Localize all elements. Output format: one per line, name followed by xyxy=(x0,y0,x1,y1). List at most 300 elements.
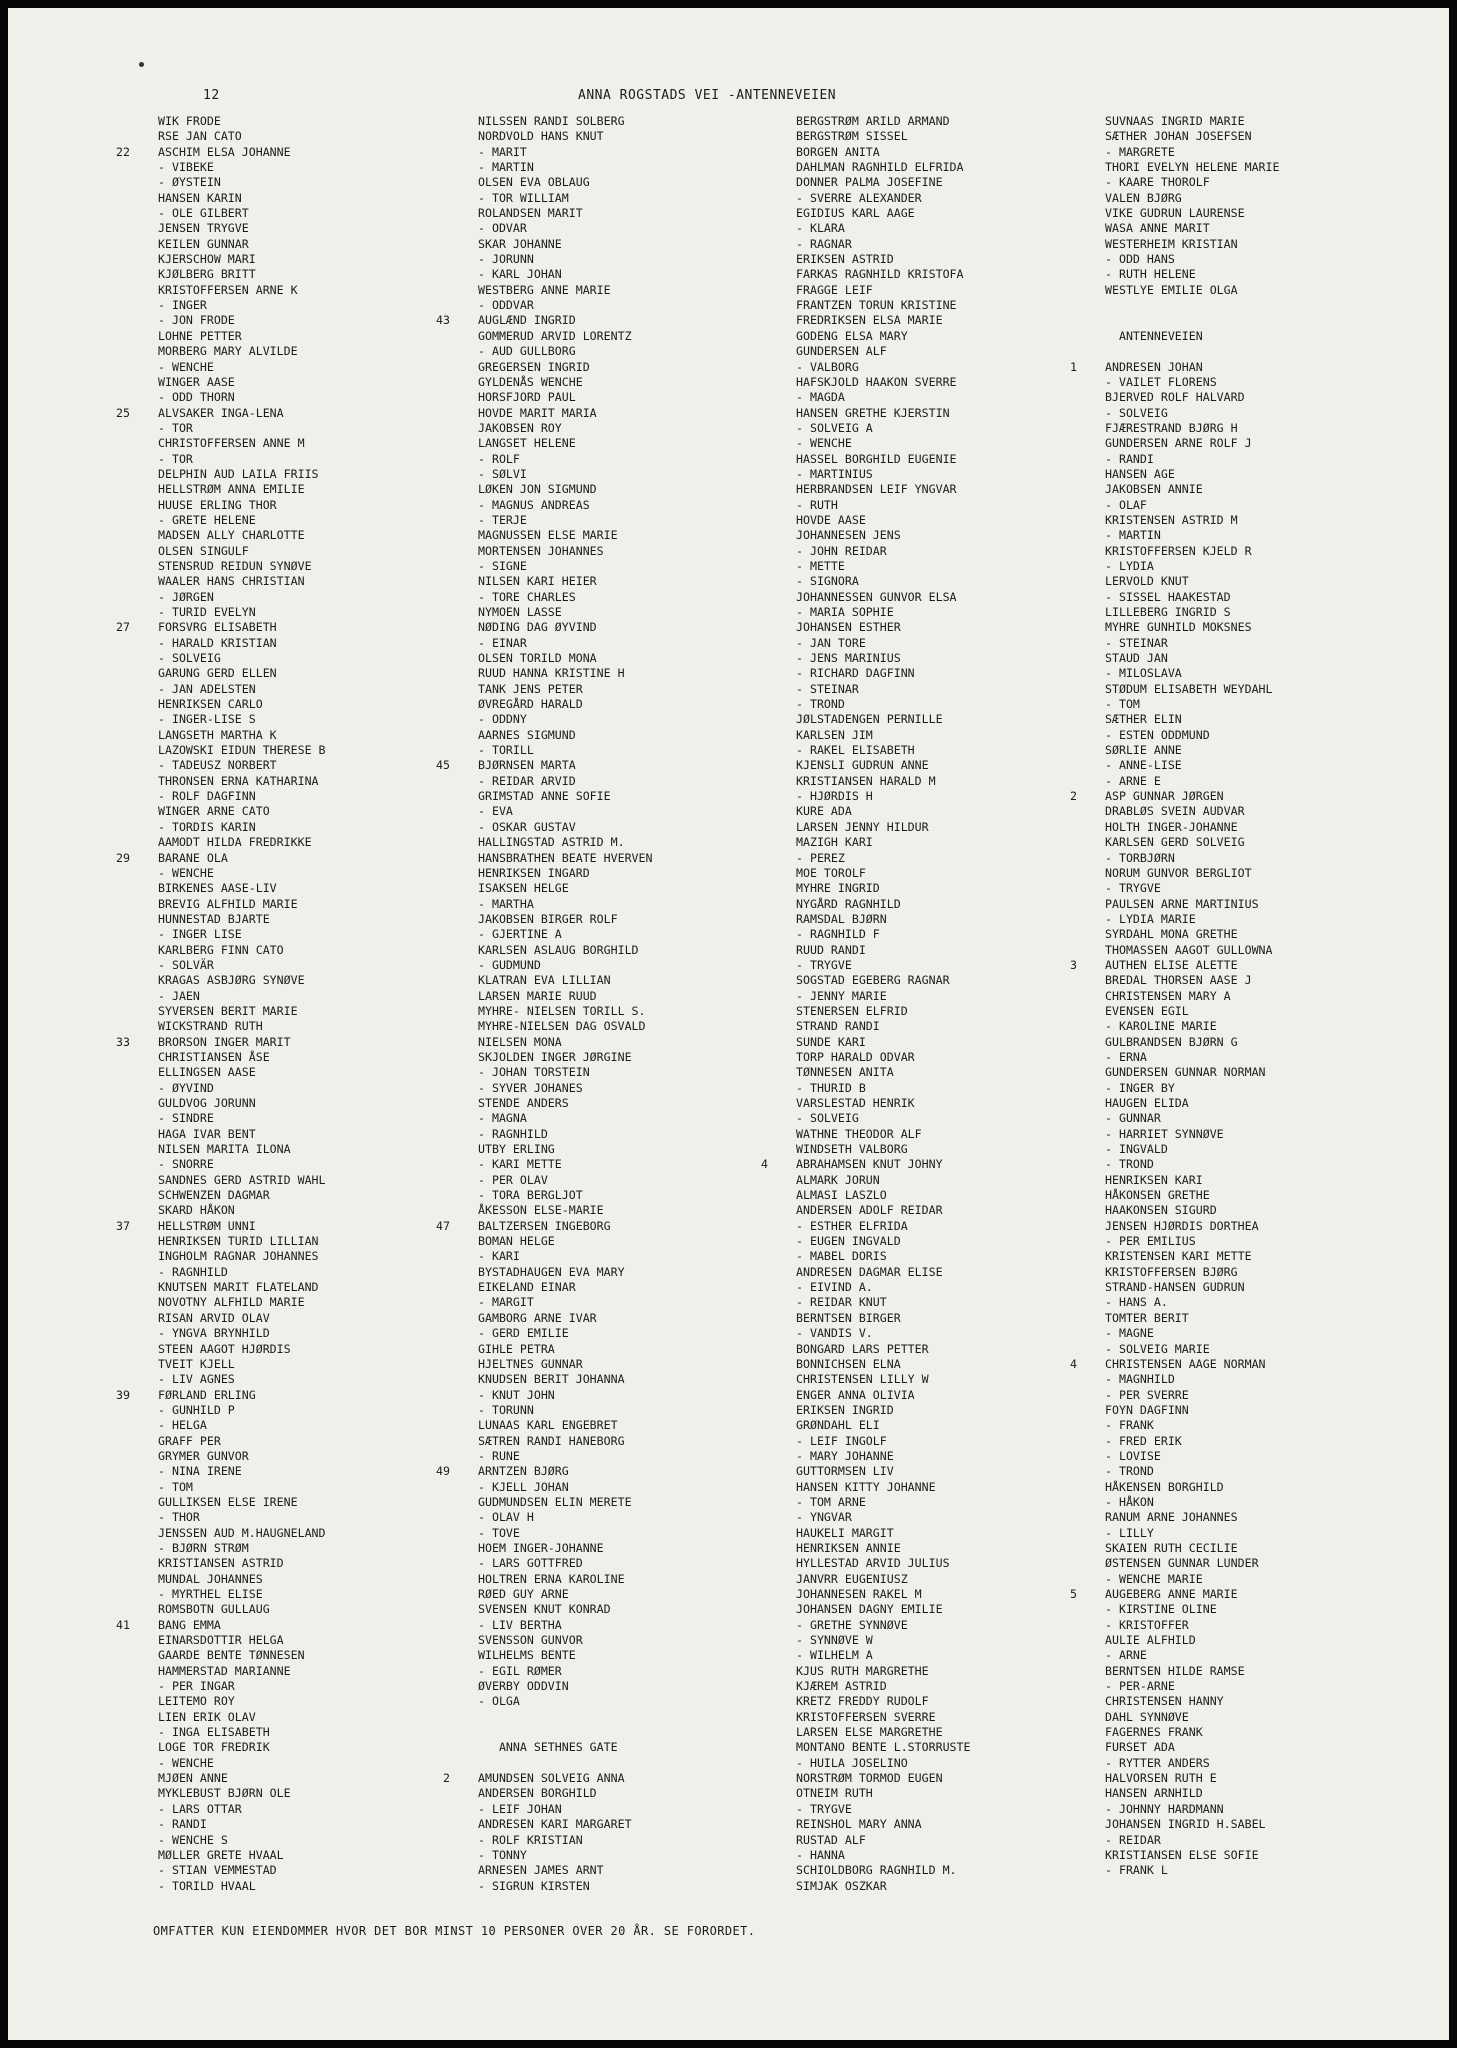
resident-name: - SOLVEIG MARIE xyxy=(1105,1341,1210,1356)
resident-name: BJØRNSEN MARTA xyxy=(478,758,576,773)
resident-name: - MARGRETE xyxy=(1105,144,1175,159)
resident-name: - REIDAR KNUT xyxy=(796,1295,887,1310)
resident-name: JOHANSEN ESTHER xyxy=(796,620,901,635)
resident-name: - LEIF JOHAN xyxy=(478,1801,562,1816)
resident-name: ANDERSEN BORGHILD xyxy=(478,1786,597,1801)
resident-name: - MAGNHILD xyxy=(1105,1372,1175,1387)
resident-name: - TORILL xyxy=(478,743,534,758)
resident-name: RØED GUY ARNE xyxy=(478,1587,569,1601)
resident-name: - VIBEKE xyxy=(158,160,214,175)
resident-name: JAKOBSEN ROY xyxy=(478,420,562,435)
resident-name: GOMMERUD ARVID LORENTZ xyxy=(478,328,632,343)
resident-name: - SOLVEIG A xyxy=(796,420,873,435)
resident-name: - HANNA xyxy=(796,1847,845,1862)
resident-name: GUNDERSEN GUNNAR NORMAN xyxy=(1105,1065,1266,1080)
resident-name: HJELTNES GUNNAR xyxy=(478,1356,583,1371)
resident-name: - ERNA xyxy=(1105,1049,1147,1064)
resident-name: LARSEN JENNY HILDUR xyxy=(796,819,929,834)
resident-name: - THOR xyxy=(158,1510,200,1525)
resident-name: UTBY ERLING xyxy=(478,1142,555,1157)
resident-name: STENSRUD REIDUN SYNØVE xyxy=(158,558,312,573)
resident-name: BREDAL THORSEN AASE J xyxy=(1105,973,1252,988)
resident-name: FRANTZEN TORUN KRISTINE xyxy=(796,298,957,313)
resident-name: - TROND xyxy=(796,697,845,712)
house-number: 1 xyxy=(1070,359,1077,374)
resident-name: - TRYGVE xyxy=(796,957,852,972)
resident-name: - YNGVAR xyxy=(796,1510,852,1525)
resident-name: - ROLF KRISTIAN xyxy=(478,1832,583,1847)
resident-name: SIMJAK OSZKAR xyxy=(796,1878,887,1893)
resident-name: GAMBORG ARNE IVAR xyxy=(478,1310,597,1325)
resident-name: MADSEN ALLY CHARLOTTE xyxy=(158,528,305,543)
resident-name: - EVA xyxy=(478,804,513,819)
resident-name: - LIV AGNES xyxy=(158,1372,235,1387)
resident-name: HAUKELI MARGIT xyxy=(796,1525,894,1540)
document-page xyxy=(8,8,1449,2040)
resident-name: AUGLÆND INGRID xyxy=(478,313,576,328)
house-number: 4 xyxy=(761,1157,768,1172)
resident-name: SUVNAAS INGRID MARIE xyxy=(1105,114,1245,128)
resident-name: SANDNES GERD ASTRID WAHL xyxy=(158,1172,326,1187)
resident-name: WICKSTRAND RUTH xyxy=(158,1019,263,1034)
resident-name: HALVORSEN RUTH E xyxy=(1105,1771,1217,1786)
resident-name: JOHANSEN INGRID H.SABEL xyxy=(1105,1817,1266,1832)
resident-name: BORGEN ANITA xyxy=(796,144,880,159)
resident-name: - JAN ADELSTEN xyxy=(158,681,256,696)
house-number: 2 xyxy=(1070,789,1077,804)
resident-name: - JØRGEN xyxy=(158,589,214,604)
resident-name: EIKELAND EINAR xyxy=(478,1280,576,1295)
resident-name: - LIV BERTHA xyxy=(478,1617,562,1632)
resident-name: - SIGNE xyxy=(478,558,527,573)
resident-name: WATHNE THEODOR ALF xyxy=(796,1126,922,1141)
resident-name: WAALER HANS CHRISTIAN xyxy=(158,574,305,589)
resident-name: - KAARE THOROLF xyxy=(1105,175,1210,190)
house-number: 41 xyxy=(116,1617,130,1632)
resident-name: EGIDIUS KARL AAGE xyxy=(796,206,915,221)
resident-name: - INGVALD xyxy=(1105,1142,1168,1157)
resident-name: HAFSKJOLD HAAKON SVERRE xyxy=(796,374,957,389)
resident-name: HAMMERSTAD MARIANNE xyxy=(158,1663,291,1678)
resident-name: GULDVOG JORUNN xyxy=(158,1096,256,1110)
resident-name: CHRISTENSEN AAGE NORMAN xyxy=(1105,1356,1266,1371)
resident-name: - RAGNAR xyxy=(796,236,852,251)
resident-name: MOE TOROLF xyxy=(796,865,866,880)
house-number: 3 xyxy=(1070,957,1077,972)
resident-name: HORSFJORD PAUL xyxy=(478,390,576,405)
resident-name: - WENCHE xyxy=(158,865,214,880)
resident-name: ANDRESEN DAGMAR ELISE xyxy=(796,1264,943,1279)
resident-name: - TORA BERGLJOT xyxy=(478,1188,583,1203)
resident-name: - INGER-LISE S xyxy=(158,712,256,727)
resident-name: ØVERBY ODDVIN xyxy=(478,1679,569,1694)
house-number: 47 xyxy=(436,1218,450,1233)
resident-name: GUTTORMSEN LIV xyxy=(796,1464,894,1479)
resident-name: MAGNUSSEN ELSE MARIE xyxy=(478,528,618,543)
resident-name: - SØLVI xyxy=(478,466,527,481)
resident-name: BRORSON INGER MARIT xyxy=(158,1034,291,1049)
resident-name: - RUTH HELENE xyxy=(1105,267,1196,282)
resident-name: - WENCHE xyxy=(158,359,214,374)
resident-name: - RANDI xyxy=(158,1817,207,1832)
resident-name: AARNES SIGMUND xyxy=(478,727,576,742)
resident-name: - TORILD HVAAL xyxy=(158,1878,256,1893)
resident-name: - RUTH xyxy=(796,497,838,512)
resident-name: - AUD GULLBORG xyxy=(478,344,576,359)
resident-name: - OLE GILBERT xyxy=(158,206,249,221)
resident-name: BALTZERSEN INGEBORG xyxy=(478,1218,611,1233)
resident-name: FRAGGE LEIF xyxy=(796,282,873,297)
resident-name: - MARTHA xyxy=(478,896,534,911)
resident-name: DRABLØS SVEIN AUDVAR xyxy=(1105,804,1245,819)
resident-name: KJERSCHOW MARI xyxy=(158,252,256,267)
resident-name: - RYTTER ANDERS xyxy=(1105,1755,1210,1770)
resident-name: FJÆRESTRAND BJØRG H xyxy=(1105,420,1238,435)
footer-note: OMFATTER KUN EIENDOMMER HVOR DET BOR MINST 10 PERSONER OVER 20 ÅR. SE FORORDET. xyxy=(153,1924,756,1938)
resident-name: - ODDNY xyxy=(478,712,527,727)
resident-name: - TOM xyxy=(1105,697,1140,712)
resident-name: MYKLEBUST BJØRN OLE xyxy=(158,1786,291,1801)
resident-name: MYHRE GUNHILD MOKSNES xyxy=(1105,620,1252,635)
resident-name: - GRETHE SYNNØVE xyxy=(796,1617,908,1632)
resident-name: KEILEN GUNNAR xyxy=(158,236,249,251)
resident-name: WIK FRODE xyxy=(158,114,221,128)
resident-name: BJERVED ROLF HALVARD xyxy=(1105,390,1245,405)
resident-name: STRAND-HANSEN GUDRUN xyxy=(1105,1280,1245,1295)
resident-name: JENSSEN AUD M.HAUGNELAND xyxy=(158,1525,326,1540)
resident-name: STENDE ANDERS xyxy=(478,1096,569,1110)
resident-name: PAULSEN ARNE MARTINIUS xyxy=(1105,896,1259,911)
resident-name: - STEINAR xyxy=(796,681,859,696)
resident-name: HELLSTRØM UNNI xyxy=(158,1218,256,1233)
resident-name: - GUNHILD P xyxy=(158,1402,235,1417)
resident-name: KRISTENSEN KARI METTE xyxy=(1105,1249,1252,1264)
resident-name: BERNTSEN HILDE RAMSE xyxy=(1105,1663,1245,1678)
resident-name: - PER INGAR xyxy=(158,1679,235,1694)
resident-name: NIELSEN MONA xyxy=(478,1034,562,1049)
resident-name: - SOLVEIG xyxy=(796,1111,859,1126)
resident-name: KRISTOFFERSEN BJØRG xyxy=(1105,1264,1238,1279)
resident-name: CHRISTOFFERSEN ANNE M xyxy=(158,436,305,451)
resident-name: HANSEN ARNHILD xyxy=(1105,1786,1203,1801)
resident-name: - JOHNNY HARDMANN xyxy=(1105,1801,1224,1816)
resident-name: MYHRE INGRID xyxy=(796,881,880,896)
resident-name: DELPHIN AUD LAILA FRIIS xyxy=(158,466,319,481)
resident-name: - MILOSLAVA xyxy=(1105,666,1182,681)
resident-name: - HELGA xyxy=(158,1418,207,1433)
resident-name: - MARTIN xyxy=(1105,528,1161,543)
resident-name: - WENCHE xyxy=(796,436,852,451)
resident-name: ERIKSEN ASTRID xyxy=(796,252,894,267)
resident-name: AULIE ALFHILD xyxy=(1105,1633,1196,1648)
resident-name: - LARS GOTTFRED xyxy=(478,1556,583,1571)
resident-name: KRISTIANSEN ELSE SOFIE xyxy=(1105,1847,1259,1862)
resident-name: EVENSEN EGIL xyxy=(1105,1003,1189,1018)
resident-name: - SIGRUN KIRSTEN xyxy=(478,1878,590,1893)
resident-name: KRISTOFFERSEN ARNE K xyxy=(158,282,298,297)
resident-name: HUNNESTAD BJARTE xyxy=(158,911,270,926)
resident-name: JOHANNESSEN GUNVOR ELSA xyxy=(796,589,957,604)
resident-name: - PER OLAV xyxy=(478,1172,548,1187)
resident-name: - HUILA JOSELINO xyxy=(796,1755,908,1770)
resident-name: ANDRESEN KARI MARGARET xyxy=(478,1817,632,1832)
resident-name: - EUGEN INGVALD xyxy=(796,1234,901,1249)
resident-name: THORI EVELYN HELENE MARIE xyxy=(1105,160,1280,175)
resident-name: ABRAHAMSEN KNUT JOHNY xyxy=(796,1157,943,1172)
resident-name: SCHIOLDBORG RAGNHILD M. xyxy=(796,1863,957,1878)
resident-name: ÅKESSON ELSE-MARIE xyxy=(478,1203,604,1218)
resident-name: JAKOBSEN ANNIE xyxy=(1105,482,1203,497)
resident-name: - METTE xyxy=(796,558,845,573)
resident-name: GAARDE BENTE TØNNESEN xyxy=(158,1648,305,1663)
resident-name: WINGER ARNE CATO xyxy=(158,804,270,819)
resident-name: ØVREGÅRD HARALD xyxy=(478,697,583,712)
house-number: 2 xyxy=(443,1771,450,1786)
resident-name: KRISTOFFERSEN SVERRE xyxy=(796,1709,936,1724)
resident-name: ARNTZEN BJØRG xyxy=(478,1464,569,1479)
resident-name: - TOR xyxy=(158,420,193,435)
resident-name: WESTLYE EMILIE OLGA xyxy=(1105,282,1238,297)
resident-name: - MYRTHEL ELISE xyxy=(158,1587,263,1601)
resident-name: SVENSSON GUNVOR xyxy=(478,1633,583,1648)
resident-name: LARSEN ELSE MARGRETHE xyxy=(796,1725,943,1740)
resident-name: TØNNESEN ANITA xyxy=(796,1065,894,1080)
resident-name: - WENCHE xyxy=(158,1755,214,1770)
resident-name: LØKEN JON SIGMUND xyxy=(478,482,597,497)
resident-name: MORBERG MARY ALVILDE xyxy=(158,344,298,359)
resident-name: FOYN DAGFINN xyxy=(1105,1402,1189,1417)
resident-name: HOLTH INGER-JOHANNE xyxy=(1105,819,1238,834)
resident-name: - SOLVEIG xyxy=(1105,405,1168,420)
resident-name: - RAGNHILD F xyxy=(796,927,880,942)
resident-name: VARSLESTAD HENRIK xyxy=(796,1096,915,1110)
resident-name: - SOLVEIG xyxy=(158,651,221,666)
resident-name: GRAFF PER xyxy=(158,1433,221,1448)
resident-name: - MARIA SOPHIE xyxy=(796,605,894,619)
resident-name: - MAGDA xyxy=(796,390,845,405)
resident-name: - WILHELM A xyxy=(796,1648,873,1663)
resident-name: LEITEMO ROY xyxy=(158,1694,235,1709)
resident-name: - ODVAR xyxy=(478,221,527,236)
resident-name: SKAR JOHANNE xyxy=(478,236,562,251)
resident-name: - EINAR xyxy=(478,635,527,650)
resident-name: - PEREZ xyxy=(796,850,845,865)
resident-name: NØDING DAG ØYVIND xyxy=(478,620,597,635)
resident-name: HERBRANDSEN LEIF YNGVAR xyxy=(796,482,957,497)
resident-name: - RAGNHILD xyxy=(158,1264,228,1279)
resident-name: LERVOLD KNUT xyxy=(1105,574,1189,589)
resident-name: REINSHOL MARY ANNA xyxy=(796,1817,922,1832)
resident-name: - INGER LISE xyxy=(158,927,242,942)
resident-name: LANGSET HELENE xyxy=(478,436,576,451)
resident-name: - KNUT JOHN xyxy=(478,1387,555,1402)
resident-name: HASSEL BORGHILD EUGENIE xyxy=(796,451,957,466)
resident-name: HOEM INGER-JOHANNE xyxy=(478,1540,604,1555)
resident-name: MONTANO BENTE L.STORRUSTE xyxy=(796,1740,971,1755)
resident-name: SÆTHER ELIN xyxy=(1105,712,1182,727)
resident-name: - LYDIA MARIE xyxy=(1105,911,1196,926)
resident-name: JOHANNESEN JENS xyxy=(796,528,901,543)
resident-name: - TOR xyxy=(158,451,193,466)
resident-name: BANG EMMA xyxy=(158,1617,221,1632)
resident-name: - REIDAR ARVID xyxy=(478,773,576,788)
resident-name: ROMSBOTN GULLAUG xyxy=(158,1602,270,1617)
resident-name: - ODD THORN xyxy=(158,390,235,405)
resident-name: VALEN BJØRG xyxy=(1105,190,1182,205)
resident-name: TVEIT KJELL xyxy=(158,1356,235,1371)
resident-name: SØRLIE ANNE xyxy=(1105,743,1182,758)
resident-name: DAHLMAN RAGNHILD ELFRIDA xyxy=(796,160,964,175)
resident-name: GUDMUNDSEN ELIN MERETE xyxy=(478,1494,632,1509)
resident-name: - RAKEL ELISABETH xyxy=(796,743,915,758)
resident-name: DAHL SYNNØVE xyxy=(1105,1709,1189,1724)
resident-name: - SIGNORA xyxy=(796,574,859,589)
resident-name: GULBRANDSEN BJØRN G xyxy=(1105,1034,1238,1049)
resident-name: - LILLY xyxy=(1105,1525,1154,1540)
resident-name: - ROLF xyxy=(478,451,520,466)
resident-name: NOVOTNY ALFHILD MARIE xyxy=(158,1295,305,1310)
resident-name: HAGA IVAR BENT xyxy=(158,1126,256,1141)
resident-name: LARSEN MARIE RUUD xyxy=(478,988,597,1003)
resident-name: - KAROLINE MARIE xyxy=(1105,1019,1217,1034)
resident-name: - WENCHE S xyxy=(158,1832,228,1847)
resident-name: KRAGAS ASBJØRG SYNØVE xyxy=(158,973,305,988)
resident-name: HANSEN KARIN xyxy=(158,190,242,205)
resident-name: JØLSTADENGEN PERNILLE xyxy=(796,712,943,727)
resident-name: - RANDI xyxy=(1105,451,1154,466)
resident-name: WILHELMS BENTE xyxy=(478,1648,576,1663)
resident-name: - INGA ELISABETH xyxy=(158,1725,270,1740)
resident-name: CHRISTENSEN MARY A xyxy=(1105,988,1231,1003)
resident-name: ANDRESEN JOHAN xyxy=(1105,359,1203,374)
resident-name: KJØLBERG BRITT xyxy=(158,267,256,282)
resident-name: - VANDIS V. xyxy=(796,1326,873,1341)
resident-name: GARUNG GERD ELLEN xyxy=(158,666,277,681)
resident-name: KARLBERG FINN CATO xyxy=(158,942,284,957)
resident-name: - INGER xyxy=(158,298,207,313)
resident-name: BARANE OLA xyxy=(158,850,228,865)
house-number: 27 xyxy=(116,620,130,635)
resident-name: STENERSEN ELFRID xyxy=(796,1003,908,1018)
resident-name: FURSET ADA xyxy=(1105,1740,1175,1755)
resident-name: KJÆREM ASTRID xyxy=(796,1679,887,1694)
resident-name: NORUM GUNVOR BERGLIOT xyxy=(1105,865,1252,880)
resident-name: EINARSDOTTIR HELGA xyxy=(158,1633,284,1648)
resident-name: - KJELL JOHAN xyxy=(478,1479,569,1494)
resident-name: ISAKSEN HELGE xyxy=(478,881,569,896)
resident-name: WESTERHEIM KRISTIAN xyxy=(1105,236,1238,251)
resident-name: HENRIKSEN TURID LILLIAN xyxy=(158,1234,319,1249)
resident-name: HENRIKSEN ANNIE xyxy=(796,1540,901,1555)
resident-name: - ODD HANS xyxy=(1105,252,1175,267)
resident-name: ROLANDSEN MARIT xyxy=(478,206,583,221)
resident-name: OLSEN SINGULF xyxy=(158,543,249,558)
resident-name: KNUDSEN BERIT JOHANNA xyxy=(478,1372,625,1387)
resident-name: NILSEN KARI HEIER xyxy=(478,574,597,589)
resident-name: JOHANSEN DAGNY EMILIE xyxy=(796,1602,943,1617)
resident-name: - VALBORG xyxy=(796,359,859,374)
resident-name: - OLAF xyxy=(1105,497,1147,512)
resident-name: - MAGNE xyxy=(1105,1326,1154,1341)
resident-name: - MARTINIUS xyxy=(796,466,873,481)
resident-name: - GUDMUND xyxy=(478,957,541,972)
resident-name: - FRANK L xyxy=(1105,1863,1168,1878)
resident-name: ASP GUNNAR JØRGEN xyxy=(1105,789,1224,804)
resident-name: - SVERRE ALEXANDER xyxy=(796,190,922,205)
resident-name: NILSSEN RANDI SOLBERG xyxy=(478,114,625,128)
resident-name: BERGSTRØM SISSEL xyxy=(796,129,908,144)
resident-name: THRONSEN ERNA KATHARINA xyxy=(158,773,319,788)
house-number: 5 xyxy=(1070,1587,1077,1601)
resident-name: FARKAS RAGNHILD KRISTOFA xyxy=(796,267,964,282)
resident-name: HOLTREN ERNA KAROLINE xyxy=(478,1571,625,1586)
resident-name: - OLGA xyxy=(478,1694,520,1709)
resident-name: - MARY JOHANNE xyxy=(796,1448,894,1463)
resident-name: KJENSLI GUDRUN ANNE xyxy=(796,758,929,773)
resident-name: LOHNE PETTER xyxy=(158,328,242,343)
resident-name: KNUTSEN MARIT FLATELAND xyxy=(158,1280,319,1295)
resident-name: - MARGIT xyxy=(478,1295,534,1310)
resident-name: - SOLVÄR xyxy=(158,957,214,972)
resident-name: KRISTENSEN ASTRID M xyxy=(1105,512,1238,527)
resident-name: TANK JENS PETER xyxy=(478,681,583,696)
resident-name: THOMASSEN AAGOT GULLOWNA xyxy=(1105,942,1273,957)
resident-name: - STEINAR xyxy=(1105,635,1168,650)
resident-name: - VAILET FLORENS xyxy=(1105,374,1217,389)
resident-name: RANUM ARNE JOHANNES xyxy=(1105,1510,1238,1525)
resident-name: HÅKENSEN BORGHILD xyxy=(1105,1479,1224,1494)
resident-name: KRETZ FREDDY RUDOLF xyxy=(796,1694,929,1709)
resident-name: BIRKENES AASE-LIV xyxy=(158,881,277,896)
resident-name: KURE ADA xyxy=(796,804,852,819)
resident-name: - MABEL DORIS xyxy=(796,1249,887,1264)
punch-mark xyxy=(139,62,144,67)
resident-name: NORDVOLD HANS KNUT xyxy=(478,129,604,144)
resident-name: - JENNY MARIE xyxy=(796,988,887,1003)
resident-name: GRIMSTAD ANNE SOFIE xyxy=(478,789,611,804)
resident-name: HÅKONSEN GRETHE xyxy=(1105,1188,1210,1203)
resident-name: - ESTEN ODDMUND xyxy=(1105,727,1210,742)
resident-name: SCHWENZEN DAGMAR xyxy=(158,1188,270,1203)
resident-name: WINDSETH VALBORG xyxy=(796,1142,908,1157)
resident-name: - ØYSTEIN xyxy=(158,175,221,190)
house-number: 22 xyxy=(116,144,130,159)
resident-name: - KARL JOHAN xyxy=(478,267,562,282)
resident-name: RISAN ARVID OLAV xyxy=(158,1310,270,1325)
resident-name: BONGARD LARS PETTER xyxy=(796,1341,929,1356)
resident-name: - HANS A. xyxy=(1105,1295,1168,1310)
resident-name: HANSEN GRETHE KJERSTIN xyxy=(796,405,950,420)
resident-name: ANTENNEVEIEN xyxy=(1105,328,1203,343)
resident-name: JAKOBSEN BIRGER ROLF xyxy=(478,911,618,926)
resident-name: JENSEN HJØRDIS DORTHEA xyxy=(1105,1218,1259,1233)
resident-name: - TORE CHARLES xyxy=(478,589,576,604)
resident-name: - FRED ERIK xyxy=(1105,1433,1182,1448)
resident-name: MJØEN ANNE xyxy=(158,1771,228,1786)
resident-name: - KRISTOFFER xyxy=(1105,1617,1189,1632)
house-number: 49 xyxy=(436,1464,450,1479)
resident-name: BOMAN HELGE xyxy=(478,1234,555,1249)
resident-name: - ANNE-LISE xyxy=(1105,758,1182,773)
resident-name: - PER EMILIUS xyxy=(1105,1234,1196,1249)
resident-name: - STIAN VEMMESTAD xyxy=(158,1863,277,1878)
resident-name: HAAKONSEN SIGURD xyxy=(1105,1203,1217,1218)
resident-name: MORTENSEN JOHANNES xyxy=(478,543,604,558)
resident-name: OTNEIM RUTH xyxy=(796,1786,873,1801)
resident-name: MAZIGH KARI xyxy=(796,835,873,850)
resident-name: - THURID B xyxy=(796,1080,866,1095)
resident-name: ANDERSEN ADOLF REIDAR xyxy=(796,1203,943,1218)
